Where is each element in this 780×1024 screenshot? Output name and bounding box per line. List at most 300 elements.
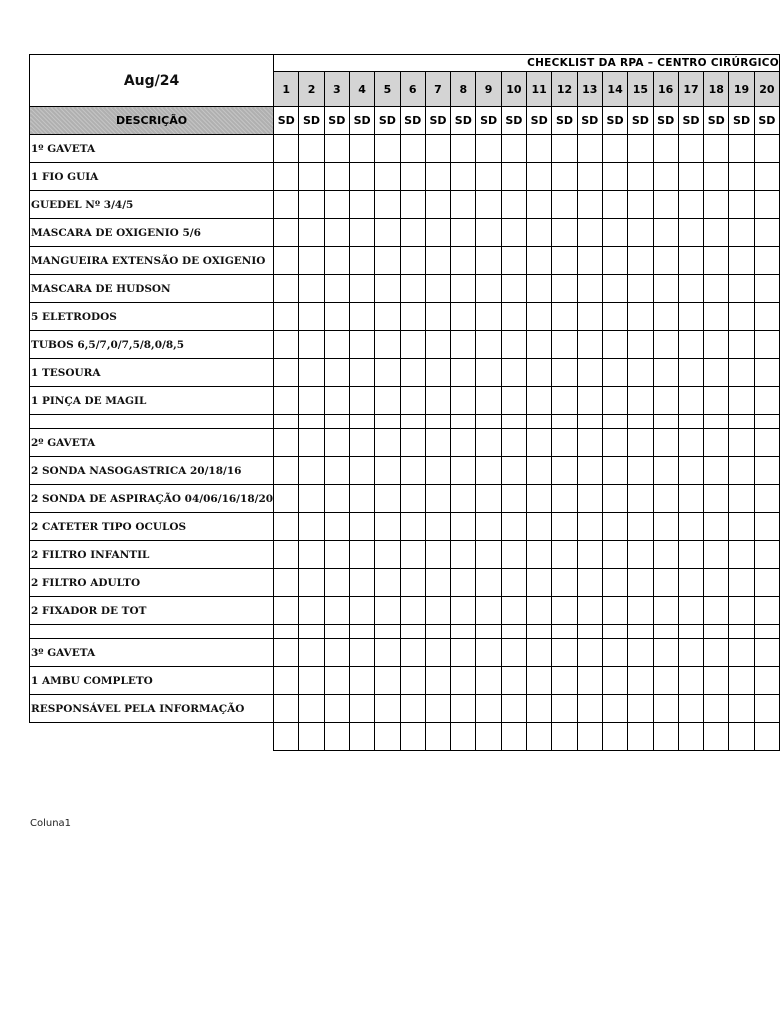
check-cell[interactable] [704, 541, 729, 569]
check-cell[interactable] [552, 695, 577, 723]
check-cell[interactable] [400, 359, 425, 387]
check-cell[interactable] [704, 513, 729, 541]
check-cell[interactable] [299, 457, 324, 485]
check-cell[interactable] [299, 639, 324, 667]
check-cell[interactable] [527, 667, 552, 695]
check-cell[interactable] [602, 569, 627, 597]
check-cell[interactable] [274, 359, 299, 387]
check-cell[interactable] [476, 247, 501, 275]
check-cell[interactable] [451, 639, 476, 667]
check-cell[interactable] [425, 513, 450, 541]
check-cell[interactable] [729, 219, 754, 247]
check-cell[interactable] [552, 429, 577, 457]
check-cell[interactable] [451, 597, 476, 625]
check-cell[interactable] [628, 569, 653, 597]
check-cell[interactable] [729, 191, 754, 219]
check-cell[interactable] [451, 569, 476, 597]
check-cell[interactable] [476, 723, 501, 751]
check-cell[interactable] [451, 331, 476, 359]
check-cell[interactable] [653, 359, 678, 387]
check-cell[interactable] [349, 387, 374, 415]
check-cell[interactable] [552, 275, 577, 303]
check-cell[interactable] [704, 135, 729, 163]
check-cell[interactable] [527, 723, 552, 751]
check-cell[interactable] [704, 247, 729, 275]
check-cell[interactable] [400, 541, 425, 569]
check-cell[interactable] [299, 513, 324, 541]
check-cell[interactable] [501, 639, 526, 667]
check-cell[interactable] [324, 429, 349, 457]
check-cell[interactable] [704, 429, 729, 457]
check-cell[interactable] [704, 695, 729, 723]
check-cell[interactable] [729, 667, 754, 695]
check-cell[interactable] [349, 219, 374, 247]
check-cell[interactable] [577, 429, 602, 457]
check-cell[interactable] [425, 387, 450, 415]
check-cell[interactable] [349, 639, 374, 667]
check-cell[interactable] [729, 331, 754, 359]
check-cell[interactable] [653, 275, 678, 303]
check-cell[interactable] [274, 513, 299, 541]
check-cell[interactable] [754, 513, 779, 541]
check-cell[interactable] [349, 485, 374, 513]
check-cell[interactable] [552, 597, 577, 625]
check-cell[interactable] [501, 667, 526, 695]
check-cell[interactable] [476, 667, 501, 695]
check-cell[interactable] [527, 597, 552, 625]
check-cell[interactable] [400, 387, 425, 415]
check-cell[interactable] [400, 135, 425, 163]
check-cell[interactable] [527, 639, 552, 667]
check-cell[interactable] [425, 723, 450, 751]
check-cell[interactable] [349, 163, 374, 191]
check-cell[interactable] [628, 219, 653, 247]
check-cell[interactable] [451, 513, 476, 541]
check-cell[interactable] [653, 191, 678, 219]
check-cell[interactable] [299, 597, 324, 625]
check-cell[interactable] [729, 597, 754, 625]
check-cell[interactable] [299, 191, 324, 219]
check-cell[interactable] [349, 359, 374, 387]
check-cell[interactable] [628, 135, 653, 163]
check-cell[interactable] [274, 485, 299, 513]
check-cell[interactable] [501, 275, 526, 303]
check-cell[interactable] [729, 723, 754, 751]
check-cell[interactable] [552, 247, 577, 275]
check-cell[interactable] [577, 569, 602, 597]
check-cell[interactable] [324, 569, 349, 597]
check-cell[interactable] [274, 639, 299, 667]
check-cell[interactable] [400, 191, 425, 219]
check-cell[interactable] [653, 541, 678, 569]
check-cell[interactable] [501, 135, 526, 163]
check-cell[interactable] [375, 275, 400, 303]
check-cell[interactable] [729, 569, 754, 597]
check-cell[interactable] [527, 303, 552, 331]
check-cell[interactable] [501, 331, 526, 359]
check-cell[interactable] [729, 303, 754, 331]
check-cell[interactable] [527, 331, 552, 359]
check-cell[interactable] [299, 667, 324, 695]
check-cell[interactable] [324, 275, 349, 303]
check-cell[interactable] [678, 457, 703, 485]
check-cell[interactable] [274, 331, 299, 359]
check-cell[interactable] [476, 597, 501, 625]
check-cell[interactable] [274, 191, 299, 219]
check-cell[interactable] [375, 429, 400, 457]
check-cell[interactable] [577, 541, 602, 569]
check-cell[interactable] [678, 359, 703, 387]
check-cell[interactable] [602, 359, 627, 387]
check-cell[interactable] [729, 135, 754, 163]
check-cell[interactable] [577, 359, 602, 387]
check-cell[interactable] [527, 485, 552, 513]
check-cell[interactable] [324, 667, 349, 695]
check-cell[interactable] [628, 359, 653, 387]
check-cell[interactable] [653, 457, 678, 485]
check-cell[interactable] [577, 191, 602, 219]
check-cell[interactable] [704, 639, 729, 667]
check-cell[interactable] [324, 387, 349, 415]
check-cell[interactable] [476, 485, 501, 513]
check-cell[interactable] [299, 331, 324, 359]
check-cell[interactable] [400, 163, 425, 191]
check-cell[interactable] [678, 219, 703, 247]
check-cell[interactable] [602, 163, 627, 191]
check-cell[interactable] [299, 135, 324, 163]
check-cell[interactable] [577, 457, 602, 485]
check-cell[interactable] [274, 429, 299, 457]
check-cell[interactable] [299, 219, 324, 247]
check-cell[interactable] [375, 723, 400, 751]
check-cell[interactable] [501, 597, 526, 625]
check-cell[interactable] [628, 247, 653, 275]
check-cell[interactable] [501, 387, 526, 415]
check-cell[interactable] [653, 667, 678, 695]
check-cell[interactable] [552, 191, 577, 219]
check-cell[interactable] [324, 485, 349, 513]
check-cell[interactable] [628, 387, 653, 415]
check-cell[interactable] [754, 597, 779, 625]
check-cell[interactable] [425, 303, 450, 331]
check-cell[interactable] [729, 695, 754, 723]
check-cell[interactable] [400, 303, 425, 331]
check-cell[interactable] [299, 695, 324, 723]
check-cell[interactable] [678, 429, 703, 457]
check-cell[interactable] [704, 275, 729, 303]
check-cell[interactable] [476, 275, 501, 303]
check-cell[interactable] [704, 723, 729, 751]
check-cell[interactable] [602, 247, 627, 275]
check-cell[interactable] [501, 541, 526, 569]
check-cell[interactable] [324, 723, 349, 751]
check-cell[interactable] [602, 639, 627, 667]
check-cell[interactable] [552, 387, 577, 415]
check-cell[interactable] [349, 457, 374, 485]
check-cell[interactable] [501, 163, 526, 191]
check-cell[interactable] [274, 695, 299, 723]
check-cell[interactable] [678, 723, 703, 751]
check-cell[interactable] [349, 695, 374, 723]
check-cell[interactable] [602, 667, 627, 695]
check-cell[interactable] [400, 457, 425, 485]
check-cell[interactable] [476, 457, 501, 485]
check-cell[interactable] [678, 163, 703, 191]
check-cell[interactable] [527, 513, 552, 541]
check-cell[interactable] [501, 723, 526, 751]
check-cell[interactable] [653, 387, 678, 415]
check-cell[interactable] [501, 359, 526, 387]
check-cell[interactable] [375, 303, 400, 331]
check-cell[interactable] [754, 569, 779, 597]
check-cell[interactable] [451, 359, 476, 387]
check-cell[interactable] [678, 695, 703, 723]
check-cell[interactable] [754, 359, 779, 387]
check-cell[interactable] [678, 569, 703, 597]
check-cell[interactable] [577, 723, 602, 751]
check-cell[interactable] [602, 457, 627, 485]
check-cell[interactable] [274, 457, 299, 485]
check-cell[interactable] [400, 639, 425, 667]
check-cell[interactable] [704, 457, 729, 485]
check-cell[interactable] [678, 597, 703, 625]
check-cell[interactable] [527, 387, 552, 415]
check-cell[interactable] [754, 247, 779, 275]
check-cell[interactable] [527, 695, 552, 723]
check-cell[interactable] [552, 135, 577, 163]
check-cell[interactable] [653, 569, 678, 597]
check-cell[interactable] [653, 303, 678, 331]
check-cell[interactable] [274, 275, 299, 303]
check-cell[interactable] [324, 359, 349, 387]
check-cell[interactable] [653, 331, 678, 359]
check-cell[interactable] [552, 485, 577, 513]
check-cell[interactable] [527, 219, 552, 247]
check-cell[interactable] [577, 219, 602, 247]
check-cell[interactable] [628, 457, 653, 485]
check-cell[interactable] [375, 457, 400, 485]
check-cell[interactable] [653, 429, 678, 457]
check-cell[interactable] [628, 303, 653, 331]
check-cell[interactable] [501, 247, 526, 275]
check-cell[interactable] [425, 163, 450, 191]
check-cell[interactable] [400, 695, 425, 723]
check-cell[interactable] [274, 387, 299, 415]
check-cell[interactable] [375, 667, 400, 695]
check-cell[interactable] [527, 191, 552, 219]
check-cell[interactable] [476, 569, 501, 597]
check-cell[interactable] [754, 191, 779, 219]
check-cell[interactable] [653, 723, 678, 751]
check-cell[interactable] [704, 359, 729, 387]
check-cell[interactable] [476, 191, 501, 219]
check-cell[interactable] [400, 513, 425, 541]
check-cell[interactable] [729, 429, 754, 457]
check-cell[interactable] [628, 639, 653, 667]
check-cell[interactable] [375, 639, 400, 667]
check-cell[interactable] [602, 303, 627, 331]
check-cell[interactable] [349, 191, 374, 219]
check-cell[interactable] [476, 163, 501, 191]
check-cell[interactable] [552, 331, 577, 359]
check-cell[interactable] [274, 569, 299, 597]
check-cell[interactable] [754, 331, 779, 359]
check-cell[interactable] [299, 387, 324, 415]
check-cell[interactable] [425, 639, 450, 667]
check-cell[interactable] [451, 695, 476, 723]
check-cell[interactable] [349, 429, 374, 457]
check-cell[interactable] [425, 569, 450, 597]
check-cell[interactable] [729, 359, 754, 387]
check-cell[interactable] [552, 541, 577, 569]
check-cell[interactable] [476, 303, 501, 331]
check-cell[interactable] [451, 457, 476, 485]
check-cell[interactable] [678, 667, 703, 695]
check-cell[interactable] [451, 219, 476, 247]
check-cell[interactable] [400, 597, 425, 625]
check-cell[interactable] [299, 359, 324, 387]
check-cell[interactable] [375, 191, 400, 219]
check-cell[interactable] [425, 429, 450, 457]
check-cell[interactable] [299, 485, 324, 513]
check-cell[interactable] [602, 191, 627, 219]
check-cell[interactable] [299, 303, 324, 331]
check-cell[interactable] [324, 191, 349, 219]
check-cell[interactable] [501, 485, 526, 513]
check-cell[interactable] [729, 247, 754, 275]
check-cell[interactable] [602, 429, 627, 457]
check-cell[interactable] [476, 387, 501, 415]
check-cell[interactable] [375, 485, 400, 513]
check-cell[interactable] [425, 247, 450, 275]
check-cell[interactable] [425, 667, 450, 695]
check-cell[interactable] [577, 639, 602, 667]
check-cell[interactable] [628, 667, 653, 695]
check-cell[interactable] [501, 191, 526, 219]
check-cell[interactable] [729, 639, 754, 667]
check-cell[interactable] [349, 331, 374, 359]
check-cell[interactable] [602, 723, 627, 751]
check-cell[interactable] [653, 163, 678, 191]
check-cell[interactable] [704, 303, 729, 331]
check-cell[interactable] [552, 359, 577, 387]
check-cell[interactable] [425, 485, 450, 513]
check-cell[interactable] [425, 597, 450, 625]
check-cell[interactable] [324, 541, 349, 569]
check-cell[interactable] [349, 247, 374, 275]
check-cell[interactable] [729, 275, 754, 303]
check-cell[interactable] [577, 331, 602, 359]
check-cell[interactable] [704, 597, 729, 625]
check-cell[interactable] [552, 163, 577, 191]
check-cell[interactable] [400, 275, 425, 303]
check-cell[interactable] [577, 135, 602, 163]
check-cell[interactable] [324, 163, 349, 191]
check-cell[interactable] [653, 597, 678, 625]
check-cell[interactable] [349, 541, 374, 569]
check-cell[interactable] [400, 667, 425, 695]
check-cell[interactable] [425, 191, 450, 219]
check-cell[interactable] [451, 303, 476, 331]
check-cell[interactable] [349, 569, 374, 597]
check-cell[interactable] [299, 275, 324, 303]
check-cell[interactable] [274, 219, 299, 247]
check-cell[interactable] [754, 275, 779, 303]
check-cell[interactable] [678, 639, 703, 667]
check-cell[interactable] [425, 135, 450, 163]
check-cell[interactable] [552, 723, 577, 751]
check-cell[interactable] [324, 303, 349, 331]
check-cell[interactable] [628, 723, 653, 751]
check-cell[interactable] [324, 135, 349, 163]
check-cell[interactable] [577, 485, 602, 513]
check-cell[interactable] [349, 275, 374, 303]
check-cell[interactable] [527, 457, 552, 485]
check-cell[interactable] [527, 569, 552, 597]
check-cell[interactable] [552, 513, 577, 541]
check-cell[interactable] [476, 695, 501, 723]
check-cell[interactable] [678, 541, 703, 569]
check-cell[interactable] [754, 485, 779, 513]
check-cell[interactable] [678, 387, 703, 415]
check-cell[interactable] [501, 569, 526, 597]
check-cell[interactable] [577, 597, 602, 625]
check-cell[interactable] [425, 457, 450, 485]
check-cell[interactable] [678, 275, 703, 303]
check-cell[interactable] [552, 569, 577, 597]
check-cell[interactable] [602, 387, 627, 415]
check-cell[interactable] [425, 331, 450, 359]
check-cell[interactable] [349, 513, 374, 541]
check-cell[interactable] [729, 485, 754, 513]
check-cell[interactable] [754, 639, 779, 667]
check-cell[interactable] [678, 247, 703, 275]
check-cell[interactable] [653, 513, 678, 541]
check-cell[interactable] [602, 219, 627, 247]
check-cell[interactable] [653, 219, 678, 247]
check-cell[interactable] [602, 597, 627, 625]
check-cell[interactable] [451, 667, 476, 695]
check-cell[interactable] [552, 219, 577, 247]
check-cell[interactable] [729, 457, 754, 485]
check-cell[interactable] [324, 597, 349, 625]
check-cell[interactable] [577, 275, 602, 303]
check-cell[interactable] [324, 513, 349, 541]
check-cell[interactable] [577, 513, 602, 541]
check-cell[interactable] [375, 541, 400, 569]
check-cell[interactable] [628, 485, 653, 513]
check-cell[interactable] [653, 135, 678, 163]
check-cell[interactable] [274, 597, 299, 625]
check-cell[interactable] [425, 359, 450, 387]
check-cell[interactable] [501, 513, 526, 541]
check-cell[interactable] [476, 513, 501, 541]
check-cell[interactable] [324, 457, 349, 485]
check-cell[interactable] [628, 163, 653, 191]
check-cell[interactable] [274, 667, 299, 695]
check-cell[interactable] [577, 303, 602, 331]
check-cell[interactable] [451, 191, 476, 219]
check-cell[interactable] [754, 387, 779, 415]
check-cell[interactable] [653, 247, 678, 275]
check-cell[interactable] [274, 163, 299, 191]
check-cell[interactable] [678, 485, 703, 513]
check-cell[interactable] [754, 695, 779, 723]
check-cell[interactable] [451, 485, 476, 513]
check-cell[interactable] [501, 303, 526, 331]
check-cell[interactable] [400, 485, 425, 513]
check-cell[interactable] [729, 513, 754, 541]
